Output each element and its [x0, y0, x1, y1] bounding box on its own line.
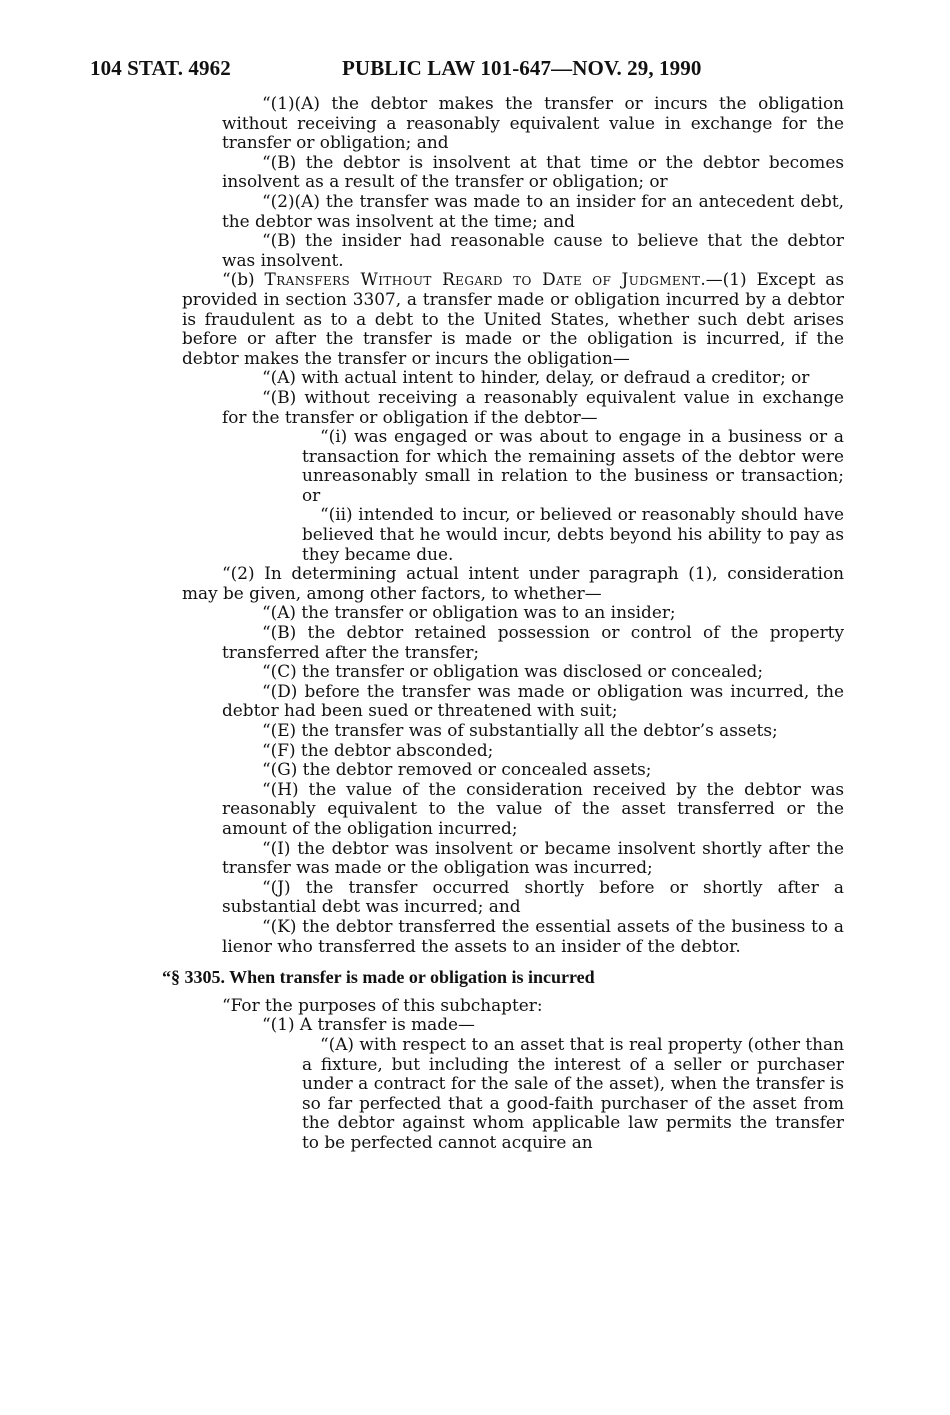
paragraph-1-b: “(B) the debtor is insolvent at that time or the debtor becomes insolvent as a result of the transfer or obligation; or	[222, 151, 844, 192]
statute-body	[162, 93, 844, 1152]
paragraph-2-a: “(2)(A) the transfer was made to an insider for an antecedent debt, the debtor was insolvent at the time; and	[222, 190, 844, 231]
paragraph-2-b: “(B) the insider had reasonable cause to believe that the debtor was insolvent.	[222, 230, 844, 270]
section-3305-intro: “For the purposes of this subchapter:	[222, 994, 543, 1015]
page-header	[80, 56, 880, 86]
factor-h: “(H) the value of the consideration received by the debtor was reasonably equivalent to the value of the asset transferred or the amount of the obligation incurred;	[222, 778, 844, 838]
subsection-b-1-b: “(B) without receiving a reasonably equivalent value in exchange for the transfer or obligation if the debtor—	[222, 386, 844, 427]
factor-j: “(J) the transfer occurred shortly before or shortly after a substantial debt was incurred; and	[222, 876, 844, 917]
section-3305-1-a: “(A) with respect to an asset that is real property (other than a fixture, but including the interest of a seller or purchaser under a contract for the sale of the asset), when the transfer is so far perfected that a good-faith purchaser of the asset from the debtor against whom applicable law permits the transfer to be perfected cannot acquire an	[302, 1033, 844, 1152]
section-3305-heading: “§ 3305. When transfer is made or obligation is incurred	[162, 967, 595, 988]
factor-k: “(K) the debtor transferred the essential assets of the business to a lienor who transferred the assets to an insider of the debtor.	[222, 915, 844, 956]
paragraph-1-a: “(1)(A) the debtor makes the transfer or incurs the obligation without receiving a reasonably equivalent value in exchange for the transfer or obligation; and	[222, 93, 844, 153]
factor-i: “(I) the debtor was insolvent or became insolvent shortly after the transfer was made or the obligation was incurred;	[222, 837, 844, 878]
subsection-b-2: “(2) In determining actual intent under paragraph (1), consideration may be given, among other factors, to whether—	[182, 563, 844, 603]
factor-c: “(C) the transfer or obligation was disclosed or concealed;	[262, 661, 764, 682]
subsection-b-text: .—(1) Except as provided in section 3307, a transfer made or obligation incurred by a debtor is fraudulent as to a debt to the United States, whether such debt arises before or after the transfer is made or the obligation is incurred, if the debtor makes the transfer or incurs the obligation—	[182, 269, 844, 368]
subsection-b-1-b-ii: “(ii) intended to incur, or believed or reasonably should have believed that he would incur, debts beyond his ability to pay as they became due.	[302, 504, 844, 564]
factor-f: “(F) the debtor absconded;	[262, 739, 494, 760]
subsection-b-1-b-i: “(i) was engaged or was about to engage in a business or a transaction for which the remaining assets of the debtor were unreasonably small in relation to the business or transaction; or	[302, 426, 844, 505]
factor-d: “(D) before the transfer was made or obligation was incurred, the debtor had been sued or threatened with suit;	[222, 680, 844, 721]
stat-page-number: 104 STAT. 4962	[90, 56, 231, 80]
subsection-b-heading: Transfers Without Regard to Date of Judgment	[264, 269, 701, 290]
factor-e: “(E) the transfer was of substantially all the debtor’s assets;	[262, 720, 778, 740]
subsection-b-label: “(b)	[222, 269, 255, 290]
factor-a: “(A) the transfer or obligation was to an insider;	[262, 602, 676, 623]
factor-b: “(B) the debtor retained possession or control of the property transferred after the transfer;	[222, 622, 844, 662]
subsection-b	[182, 270, 844, 368]
subsection-b-1-a: “(A) with actual intent to hinder, delay, or defraud a creditor; or	[262, 367, 810, 388]
section-3305-1: “(1) A transfer is made—	[262, 1014, 475, 1035]
factor-g: “(G) the debtor removed or concealed assets;	[262, 759, 652, 780]
public-law-citation: PUBLIC LAW 101-647—NOV. 29, 1990	[342, 56, 702, 80]
